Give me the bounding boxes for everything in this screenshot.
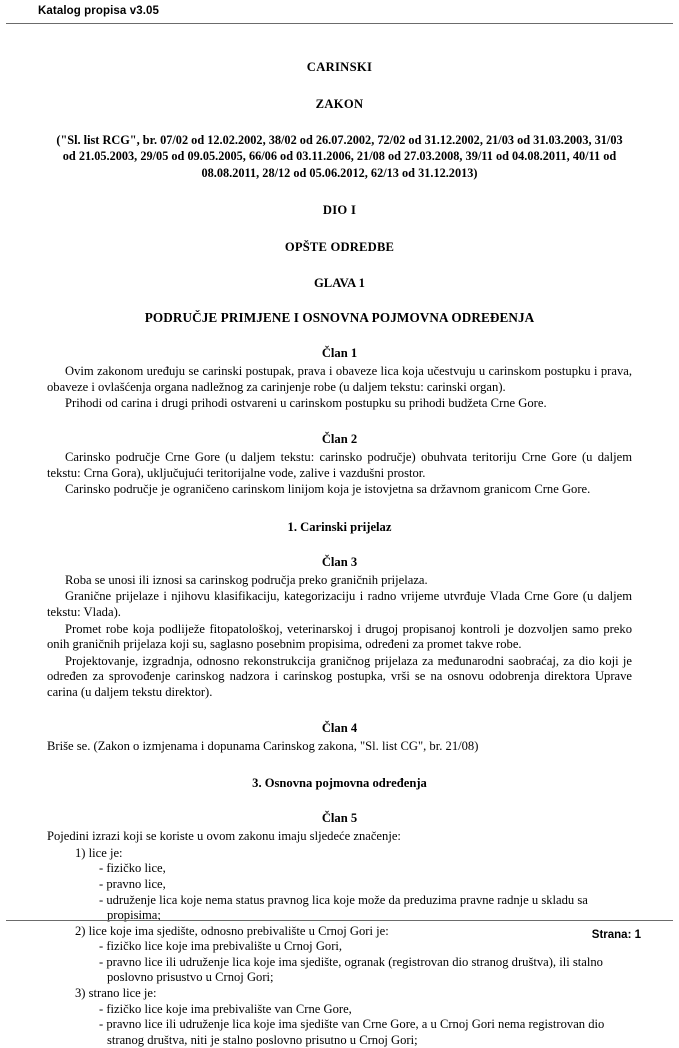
subsection-1-heading: 1. Carinski prijelaz	[287, 519, 392, 534]
list-item: - pravno lice ili udruženje lica koje ima sjedište, ogranak (registrovan dio stranog društva), ili stalno poslovno prisustvo u Crnoj Gori;	[99, 954, 603, 985]
article-5-heading: Član 5	[321, 811, 358, 826]
catalog-version-label: Katalog propisa v3.05	[38, 5, 159, 17]
header-divider	[6, 23, 673, 24]
subsection-3-heading: 3. Osnovna pojmovna određenja	[252, 776, 427, 791]
article-1-paragraph-1: Ovim zakonom uređuju se carinski postupak, prava i obaveze lica koja učestvuju u carinskom postupku i prava, obaveze i ovlašćenja organa nadležnog za carinjenje robe (u daljem tekstu: carinski organ).	[47, 364, 632, 394]
article-3-paragraph-3: Promet robe koja podliježe fitopatološkoj, veterinarskoj i drugoj propisanoj kontroli je dozvoljen samo preko onih graničnih prijelaza koji su, saglasno posebnim propisima, određeni za promet takve robe.	[47, 621, 632, 652]
list-item: - fizičko lice,	[99, 861, 166, 876]
official-gazette-citation: ("Sl. list RCG", br. 07/02 od 12.02.2002, 38/02 od 26.07.2002, 72/02 od 31.12.2002, 21/03 od 31.03.2003, 31/03 od 21.05.2003, 29/05 od 09.05.2005, 66/06 od 03.11.2006, 21/08 od 27.03.2008, 39/11 od 04.08.2011, 40/11 od 08.08.2011, 28/12 od 05.06.2012, 62/13 od 31.12.2013)	[56, 133, 623, 180]
article-3-paragraph-2: Granične prijelaze i njihovu klasifikaciju, kategorizaciju i radno vrijeme utvrđuje Vlada Crne Gore (u daljem tekstu: Vlada).	[47, 589, 632, 619]
article-4-paragraph-1: Briše se. (Zakon o izmjenama i dopunama Carinskog zakona, "Sl. list CG", br. 21/08)	[47, 738, 479, 753]
footer-divider	[6, 920, 673, 921]
article-5-intro: Pojedini izrazi koji se koriste u ovom zakonu imaju sljedeće značenje:	[47, 829, 401, 844]
page-header	[0, 0, 679, 26]
article-2-paragraph-2: Carinsko područje je ograničeno carinskom linijom koja je istovjetna sa državnom granicom Crne Gore.	[65, 482, 591, 497]
list-item: - pravno lice ili udruženje lica koje ima sjedište van Crne Gore, a u Crnoj Gori nema registrovan dio stranog društva, niti je stalno poslovno prisutno u Crnoj Gori;	[99, 1017, 605, 1047]
list-item-subitems	[47, 1002, 632, 1048]
list-item: 2) lice koje ima sjedište, odnosno prebivalište u Crnoj Gori je:	[75, 923, 389, 938]
list-item: 3) strano lice je:	[75, 986, 157, 1001]
list-item-subitems	[47, 861, 632, 923]
list-item: - udruženje lica koje nema status pravnog lica koje može da preduzima pravne radnje u skladu sa propisima;	[99, 892, 588, 923]
page-number-label: Strana: 1	[591, 929, 641, 941]
article-2-heading: Član 2	[321, 432, 358, 446]
page-footer	[0, 920, 679, 960]
article-1-heading: Član 1	[321, 346, 358, 361]
list-item: - fizičko lice koje ima prebivalište u Crnoj Gori,	[99, 939, 343, 954]
chapter-heading: GLAVA 1	[314, 276, 365, 291]
document-title-line2: ZAKON	[315, 97, 364, 111]
article-3-heading: Član 3	[321, 554, 358, 569]
list-item: 1) lice je:	[75, 845, 123, 860]
part-heading: DIO I	[322, 203, 357, 218]
article-2-paragraph-1: Carinsko područje Crne Gore (u daljem tekstu: carinsko područje) obuhvata teritoriju Crne Gore (u daljem tekstu: Crna Gora), uključujući teritorijalne vode, zalive i vazdušni prostor.	[47, 450, 632, 480]
article-1-paragraph-2: Prihodi od carina i drugi prihodi ostvareni u carinskom postupku su prihodi budžeta Crne Gore.	[65, 396, 547, 411]
sublist	[47, 1002, 632, 1048]
article-4-heading: Član 4	[321, 720, 358, 735]
list-item: - pravno lice,	[99, 876, 166, 891]
document-title-line1: CARINSKI	[306, 60, 373, 74]
article-3-paragraph-4: Projektovanje, izgradnja, odnosno rekonstrukcija graničnog prijelaza za međunarodni saobraćaj, za dio koji je određen za sprovođenje carinskog nadzora i carinskog postupka, vrši se na osnovu odobrenja direktora Uprave carina (u daljem tekstu direktor).	[47, 653, 632, 699]
document-body	[47, 34, 632, 1048]
chapter-title: PODRUČJE PRIMJENE I OSNOVNA POJMOVNA ODREĐENJA	[144, 310, 535, 326]
article-3-paragraph-1: Roba se unosi ili iznosi sa carinskog područja preko graničnih prijelaza.	[65, 572, 428, 587]
sublist	[47, 861, 632, 923]
list-item: - fizičko lice koje ima prebivalište van Crne Gore,	[99, 1001, 352, 1016]
part-title: OPŠTE ODREDBE	[284, 240, 395, 255]
